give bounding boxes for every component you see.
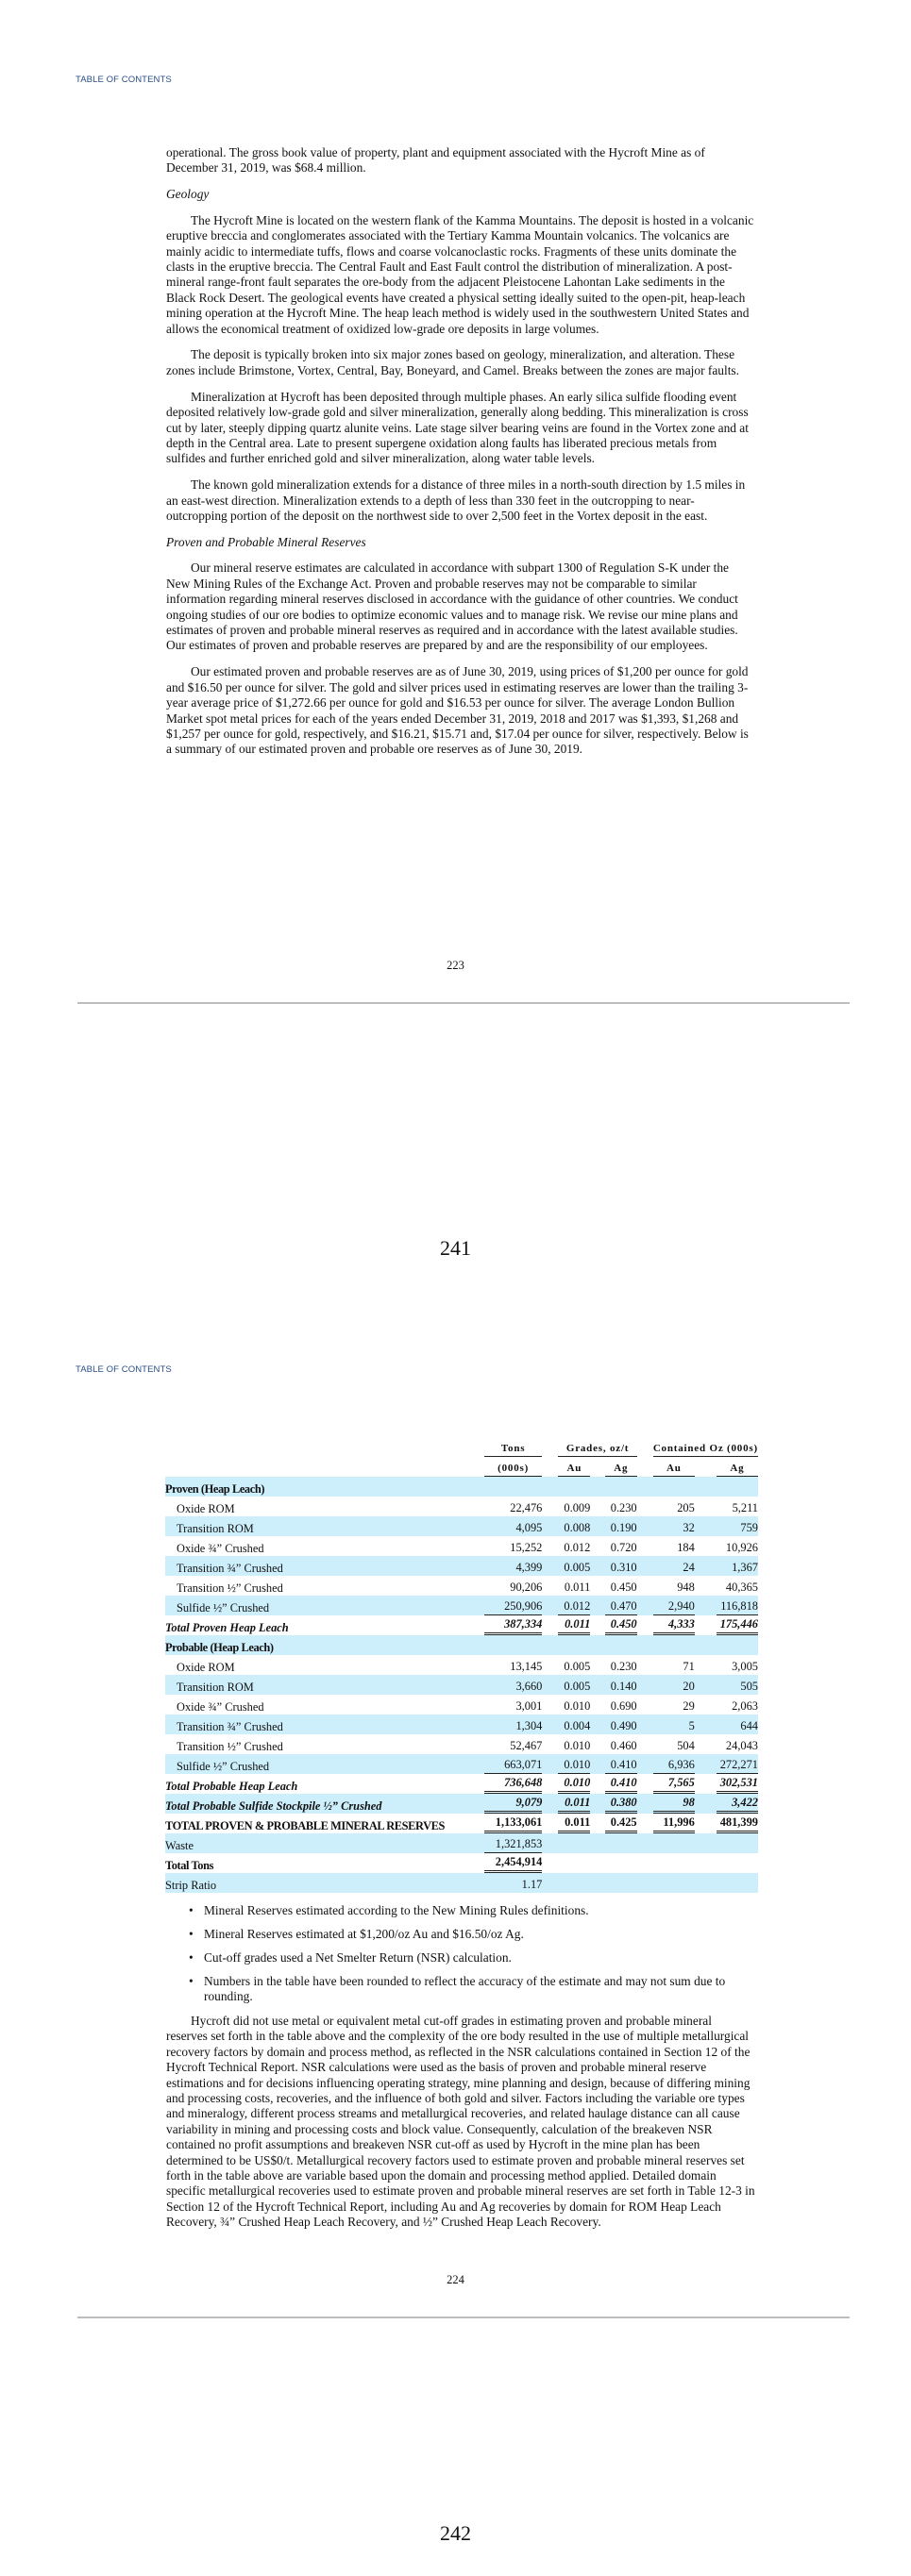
row-label: Oxide ROM [177, 1502, 235, 1515]
page-separator [77, 1002, 850, 1004]
tons-cell: 3,001 [515, 1699, 543, 1713]
oz-ag-cell: 272,271 [717, 1754, 758, 1774]
paragraph: Mineralization at Hycroft has been deposited through multiple phases. An early silica sulfide flooding event deposited relatively low-grade gold and silver mineralization, generally along bedding. This mineralization is cross cut by later, steeply dipping quartz alunite veins. Late stage silver bearing veins are found in the Vortex zone and at depth in the Central area. Late to present supergene oxidation along faults has liberated precious metals from sulfides and further enriched gold and silver mineralization, along water table levels. [166, 389, 749, 466]
tons-cell: 4,095 [484, 1516, 542, 1536]
row-label: Transition ½” Crushed [177, 1581, 283, 1595]
bullet-icon: • [189, 1903, 194, 1917]
header-grade-au: Au [558, 1457, 590, 1477]
row-label: Sulfide ½” Crushed [165, 1596, 484, 1615]
table-row [165, 1814, 758, 1833]
grade-au-cell: 0.008 [558, 1516, 590, 1536]
grade-au-cell: 0.010 [558, 1754, 590, 1774]
oz-au-cell: 504 [677, 1739, 695, 1752]
table-row [165, 1477, 758, 1497]
row-label: Oxide ¾” Crushed [177, 1542, 264, 1555]
grade-au-cell: 0.011 [558, 1814, 590, 1833]
row-label: Probable (Heap Leach) [165, 1635, 484, 1655]
oz-ag-cell: 3,005 [732, 1660, 758, 1673]
oz-ag-cell: 175,446 [717, 1615, 758, 1635]
header-contained-oz: Contained Oz (000s) [653, 1432, 758, 1457]
grade-ag-cell: 0.690 [610, 1699, 637, 1713]
grade-ag-cell: 0.720 [610, 1541, 637, 1554]
table-row [165, 1774, 758, 1794]
oz-au-cell: 32 [653, 1516, 695, 1536]
row-label: Strip Ratio [165, 1873, 484, 1893]
paragraph: Hycroft did not use metal or equivalent metal cut-off grades in estimating proven and probable mineral reserves set forth in the table above and the complexity of the ore body resulted in the use of multiple metallurgical recovery factors by domain and process method, as reflected in the NSR calculations contained in Section 12 of the Hycroft Technical Report. NSR calculations were used as the basis of proven and probable mineral reserve estimations and for decisions influencing operating strategy, mine planning and design, because of differing mining and processing costs, recoveries, and the influence of both gold and silver. Factors including the variable ore types and mineralogy, different process streams and metallurgical recoveries, and related haulage distance can all cause variability in mining and processing costs and block value. Consequently, calculation of the breakeven NSR contained no profit assumptions and breakeven NSR cut-off as used by Hycroft in the mine plan has been determined to be US$0/t. Metallurgical recovery factors used to estimate proven and probable mineral reserves set forth in the table above are variable based upon the domain and processing method applied. Detailed domain specific metallurgical recoveries used to estimate proven and probable mineral reserves are set forth in Table 12-3 in Section 12 of the Hycroft Technical Report, including Au and Ag recoveries by domain for ROM Heap Leach Recovery, ¾” Crushed Heap Leach Recovery, and ½” Crushed Heap Leach Recovery. [166, 2014, 755, 2230]
grade-au-cell: 0.005 [564, 1660, 591, 1673]
oz-ag-cell: 116,818 [717, 1596, 758, 1615]
paragraph: Our mineral reserve estimates are calculated in accordance with subpart 1300 of Regulation S-K under the New Mining Rules of the Exchange Act. Proven and probable reserves may not be comparable to similar information regarding mineral reserves disclosed in accordance with the guidance of other countries. We conduct ongoing studies of our ore bodies to optimize economic values and to manage risk. We revise our mine plans and estimates of proven and probable mineral reserves as required and in accordance with the latest available studies. Our estimates of proven and probable reserves are prepared by and are the responsibility of our employees. [166, 560, 738, 653]
tons-cell: 2,454,914 [484, 1853, 542, 1873]
grade-ag-cell: 0.460 [610, 1739, 637, 1752]
oz-ag-cell: 2,063 [732, 1699, 758, 1713]
row-label: Total Probable Heap Leach [165, 1780, 298, 1793]
header-tons: Tons [484, 1432, 542, 1457]
grade-ag-cell: 0.410 [605, 1774, 637, 1794]
table-row [165, 1873, 758, 1893]
table-row [165, 1596, 758, 1615]
row-label: Sulfide ½” Crushed [165, 1754, 484, 1774]
table-row [165, 1734, 758, 1754]
bullet-icon: • [189, 1926, 194, 1941]
paragraph: operational. The gross book value of property, plant and equipment associated with the Hycroft Mine as of December 31, 2019, was $68.4 million. [166, 145, 705, 176]
row-label: Total Tons [165, 1859, 213, 1872]
header-grade-ag: Ag [605, 1457, 637, 1477]
table-of-contents-link[interactable]: TABLE OF CONTENTS [76, 1364, 172, 1375]
paragraph: Our estimated proven and probable reserves are as of June 30, 2019, using prices of $1,200 per ounce for gold and $16.50 per ounce for silver. The gold and silver prices used in estimating reserves are lower than the trailing 3-year average price of $1,272.66 per ounce for gold and $16.53 per ounce for silver. The average London Bullion Market spot metal prices for each of the years ended December 31, 2019, 2018 and 2017 was $1,393, $1,268 and $1,257 per ounce for gold, respectively, and $16.21, $15.71 and, $17.04 per ounce for silver, respectively. Below is a summary of our estimated proven and probable ore reserves as of June 30, 2019. [166, 664, 749, 757]
oz-au-cell: 5 [653, 1715, 695, 1734]
grade-ag-cell: 0.490 [605, 1715, 637, 1734]
grade-au-cell: 0.010 [564, 1739, 591, 1752]
table-row [165, 1695, 758, 1715]
note-item: • Cut-off grades used a Net Smelter Return (NSR) calculation. [189, 1949, 512, 1965]
tons-cell: 15,252 [510, 1541, 543, 1554]
oz-ag-cell: 5,211 [732, 1501, 758, 1514]
tons-cell: 4,399 [484, 1556, 542, 1576]
tons-cell: 1,321,853 [484, 1833, 542, 1853]
header-tons-unit: (000s) [484, 1457, 542, 1477]
oz-ag-cell: 505 [717, 1675, 758, 1695]
grade-ag-cell: 0.380 [605, 1794, 637, 1814]
grade-ag-cell: 0.230 [610, 1501, 637, 1514]
grade-au-cell: 0.012 [564, 1541, 591, 1554]
table-row [165, 1853, 758, 1873]
oz-ag-cell: 481,399 [717, 1814, 758, 1833]
grade-au-cell: 0.009 [564, 1501, 591, 1514]
viewer-page-number: 242 [440, 2521, 471, 2545]
note-item: • Mineral Reserves estimated at $1,200/oz Au and $16.50/oz Ag. [189, 1926, 524, 1941]
oz-ag-cell: 24,043 [725, 1739, 758, 1752]
row-label: Transition ¾” Crushed [165, 1556, 484, 1576]
table-row [165, 1497, 758, 1516]
tons-cell: 9,079 [484, 1794, 542, 1814]
row-label: Transition ½” Crushed [177, 1740, 283, 1753]
oz-au-cell: 29 [683, 1699, 695, 1713]
grade-ag-cell: 0.450 [610, 1581, 637, 1594]
tons-cell: 663,071 [484, 1754, 542, 1774]
tons-cell: 250,906 [484, 1596, 542, 1615]
oz-ag-cell: 40,365 [725, 1581, 758, 1594]
section-heading-geology: Geology [166, 187, 210, 202]
table-row [165, 1833, 758, 1853]
mineral-reserves-table [165, 1432, 758, 1893]
table-row [165, 1655, 758, 1675]
table-notes [166, 1903, 755, 2013]
header-oz-ag: Ag [717, 1457, 758, 1477]
oz-au-cell: 98 [653, 1794, 695, 1814]
grade-ag-cell: 0.425 [605, 1814, 637, 1833]
row-label: Oxide ROM [177, 1661, 235, 1674]
grade-au-cell: 0.004 [558, 1715, 590, 1734]
grade-au-cell: 0.011 [558, 1794, 590, 1814]
oz-ag-cell: 759 [717, 1516, 758, 1536]
oz-ag-cell: 302,531 [717, 1774, 758, 1794]
tons-cell: 13,145 [510, 1660, 543, 1673]
table-row [165, 1615, 758, 1635]
paragraph: The Hycroft Mine is located on the western flank of the Kamma Mountains. The deposit is hosted in a volcanic eruptive breccia and conglomerates associated with the Tertiary Kamma Mountain volcanics. The volcanics are mainly acidic to intermediate tuffs, flows and coarse volcanoclastic rocks. Fragments of these units dominate the clasts in the eruptive breccia. The Central Fault and East Fault control the distribution of mineralization. A post-mineral range-front fault separates the ore-body from the adjacent Pleistocene Lahontan Lake sediments in the Black Rock Desert. The geological events have created a physical setting ideally suited to the open-pit, heap-leach mining operation at the Hycroft Mine. The heap leach method is widely used in the southwestern United States and allows the economical treatment of oxidized low-grade ore deposits in large volumes. [166, 212, 754, 336]
oz-ag-cell: 1,367 [717, 1556, 758, 1576]
table-row [165, 1516, 758, 1536]
page-223-body [166, 145, 755, 768]
viewer-page-number: 241 [440, 1236, 471, 1260]
oz-au-cell: 24 [653, 1556, 695, 1576]
table-row [165, 1794, 758, 1814]
grade-ag-cell: 0.140 [605, 1675, 637, 1695]
oz-au-cell: 948 [677, 1581, 695, 1594]
oz-au-cell: 11,996 [653, 1814, 695, 1833]
section-heading-reserves: Proven and Probable Mineral Reserves [166, 535, 366, 550]
oz-au-cell: 7,565 [653, 1774, 695, 1794]
paragraph: The deposit is typically broken into six major zones based on geology, mineralization, and alteration. These zones include Brimstone, Vortex, Central, Bay, Boneyard, and Camel. Breaks between the zones are major faults. [166, 347, 739, 377]
grade-au-cell: 0.010 [558, 1774, 590, 1794]
oz-au-cell: 4,333 [653, 1615, 695, 1635]
table-row [165, 1635, 758, 1655]
page-number: 224 [447, 2273, 464, 2286]
grade-au-cell: 0.005 [558, 1675, 590, 1695]
tons-cell: 52,467 [510, 1739, 543, 1752]
grade-au-cell: 0.010 [564, 1699, 591, 1713]
oz-au-cell: 2,940 [653, 1596, 695, 1615]
row-label: Total Proven Heap Leach [165, 1621, 289, 1634]
grade-ag-cell: 0.410 [605, 1754, 637, 1774]
table-row [165, 1576, 758, 1596]
note-item: • Numbers in the table have been rounded to reflect the accuracy of the estimate and may not sum due to rounding. [189, 1973, 726, 2004]
tons-cell: 736,648 [484, 1774, 542, 1794]
oz-au-cell: 71 [683, 1660, 695, 1673]
grade-au-cell: 0.012 [558, 1596, 590, 1615]
grade-ag-cell: 0.310 [605, 1556, 637, 1576]
grade-ag-cell: 0.230 [610, 1660, 637, 1673]
bullet-icon: • [189, 1949, 194, 1965]
table-row [165, 1715, 758, 1734]
tons-cell: 22,476 [510, 1501, 543, 1514]
tons-cell: 1,133,061 [484, 1814, 542, 1833]
row-label: Proven (Heap Leach) [165, 1477, 484, 1497]
row-label: Transition ¾” Crushed [165, 1715, 484, 1734]
header-oz-au: Au [653, 1457, 695, 1477]
table-row [165, 1536, 758, 1556]
oz-ag-cell: 10,926 [725, 1541, 758, 1554]
oz-au-cell: 205 [677, 1501, 695, 1514]
tons-cell: 1.17 [484, 1873, 542, 1893]
table-row [165, 1675, 758, 1695]
paragraph: The known gold mineralization extends for a distance of three miles in a north-south direction by 1.5 miles in an east-west direction. Mineralization extends to a depth of less than 330 feet in the outcropping to near-outcropping portion of the deposit on the northwest side to over 2,500 feet in the Vortex deposit in the east. [166, 477, 746, 524]
row-label: Oxide ¾” Crushed [177, 1700, 264, 1714]
table-of-contents-link[interactable]: TABLE OF CONTENTS [76, 75, 172, 85]
page-224-body [166, 2014, 755, 2241]
tons-cell: 90,206 [510, 1581, 543, 1594]
grade-au-cell: 0.005 [558, 1556, 590, 1576]
row-label: TOTAL PROVEN & PROBABLE MINERAL RESERVES [165, 1819, 446, 1832]
header-grades: Grades, oz/t [558, 1432, 636, 1457]
tons-cell: 3,660 [484, 1675, 542, 1695]
oz-au-cell: 184 [677, 1541, 695, 1554]
oz-au-cell: 6,936 [653, 1754, 695, 1774]
grade-ag-cell: 0.470 [605, 1596, 637, 1615]
grade-ag-cell: 0.190 [605, 1516, 637, 1536]
row-label: Total Probable Sulfide Stockpile ½” Crushed [165, 1794, 484, 1814]
tons-cell: 1,304 [484, 1715, 542, 1734]
bullet-icon: • [189, 1973, 194, 1988]
row-label: Waste [165, 1833, 484, 1853]
page-number: 223 [447, 959, 464, 972]
oz-au-cell: 20 [653, 1675, 695, 1695]
note-item: • Mineral Reserves estimated according to the New Mining Rules definitions. [189, 1903, 589, 1917]
tons-cell: 387,334 [484, 1615, 542, 1635]
grade-au-cell: 0.011 [564, 1581, 591, 1594]
oz-ag-cell: 3,422 [717, 1794, 758, 1814]
table-row [165, 1556, 758, 1576]
grade-au-cell: 0.011 [558, 1615, 590, 1635]
oz-ag-cell: 644 [717, 1715, 758, 1734]
table-row [165, 1754, 758, 1774]
grade-ag-cell: 0.450 [605, 1615, 637, 1635]
row-label: Transition ROM [165, 1516, 484, 1536]
row-label: Transition ROM [165, 1675, 484, 1695]
page-separator [77, 2317, 850, 2318]
